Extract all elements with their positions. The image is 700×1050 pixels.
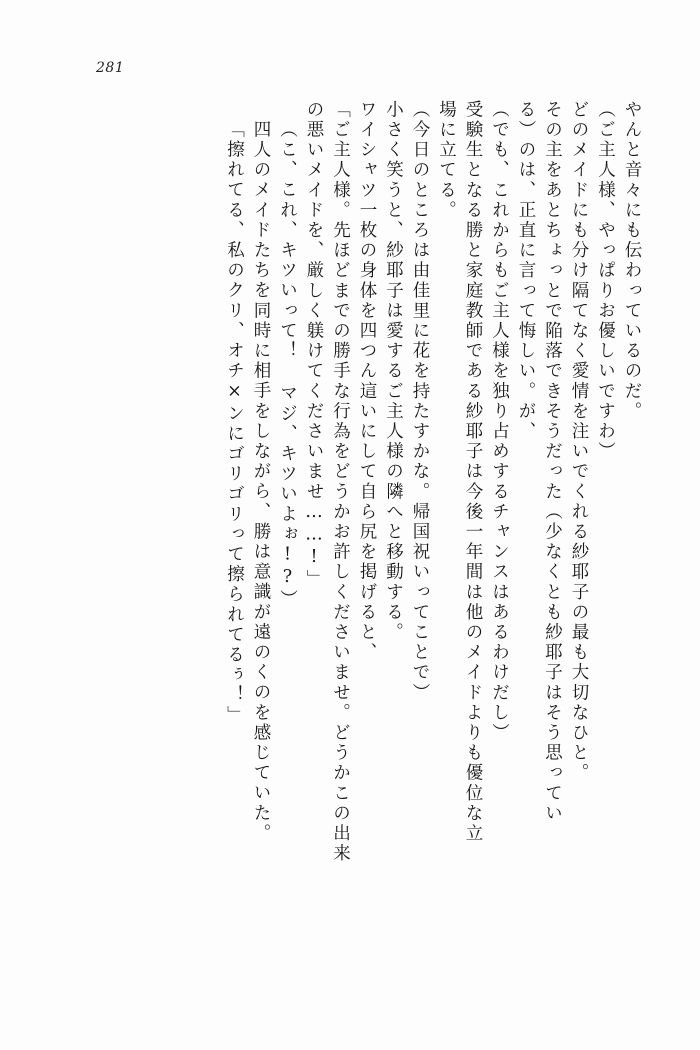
text-line: やんと音々にも伝わっているのだ。: [622, 100, 642, 422]
text-line: （こ、これ、キツいって！ マジ、キツいよぉ!?）: [277, 120, 298, 610]
text-line: 「ご主人様。先ほどまでの勝手な行為をどうかお許しくださいませ。どうかこの出来: [330, 100, 351, 864]
text-line: その主をあとちょっとで陥落できそうだった（少なくとも紗耶子はそう思ってい: [542, 100, 563, 824]
text-line: （ご主人様、やっぱりお優しいですわ）: [595, 100, 616, 462]
text-line: ワイシャツ一枚の身体を四つん這いにして自ら尻を掲げると、: [357, 100, 377, 663]
text-line: 場に立てる。: [436, 100, 457, 221]
text-line: 小さく笑うと、紗耶子は愛するご主人様の隣へと移動する。: [383, 100, 404, 643]
text-line: 受験生となる勝と家庭教師である紗耶子は今後一年間は他のメイドよりも優位な立: [463, 100, 483, 844]
page-number: 281: [96, 60, 125, 76]
text-line: 「擦れてる、私のクリ、オチ×ンにゴリゴリって擦られてるぅ！」: [224, 120, 245, 726]
text-line: る）のは、正直に言って悔しい。が、: [516, 100, 536, 442]
text-line: どのメイドにも分け隔てなく愛情を注いでくれる紗耶子の最も大切なひと。: [569, 100, 589, 784]
vertical-text-body: [60, 100, 640, 980]
text-line: （でも、これからもご主人様を独り占めするチャンスはあるわけだし）: [489, 100, 510, 744]
text-line: （今日のところは由佳里に花を持たすかな。帰国祝いってことで）: [410, 100, 430, 703]
text-line: 四人のメイドたちを同時に相手をしながら、勝は意識が遠のくのを感じていた。: [251, 120, 271, 844]
text-line: の悪いメイドを、厳しく躾けてくださいませ……!」: [304, 100, 324, 590]
